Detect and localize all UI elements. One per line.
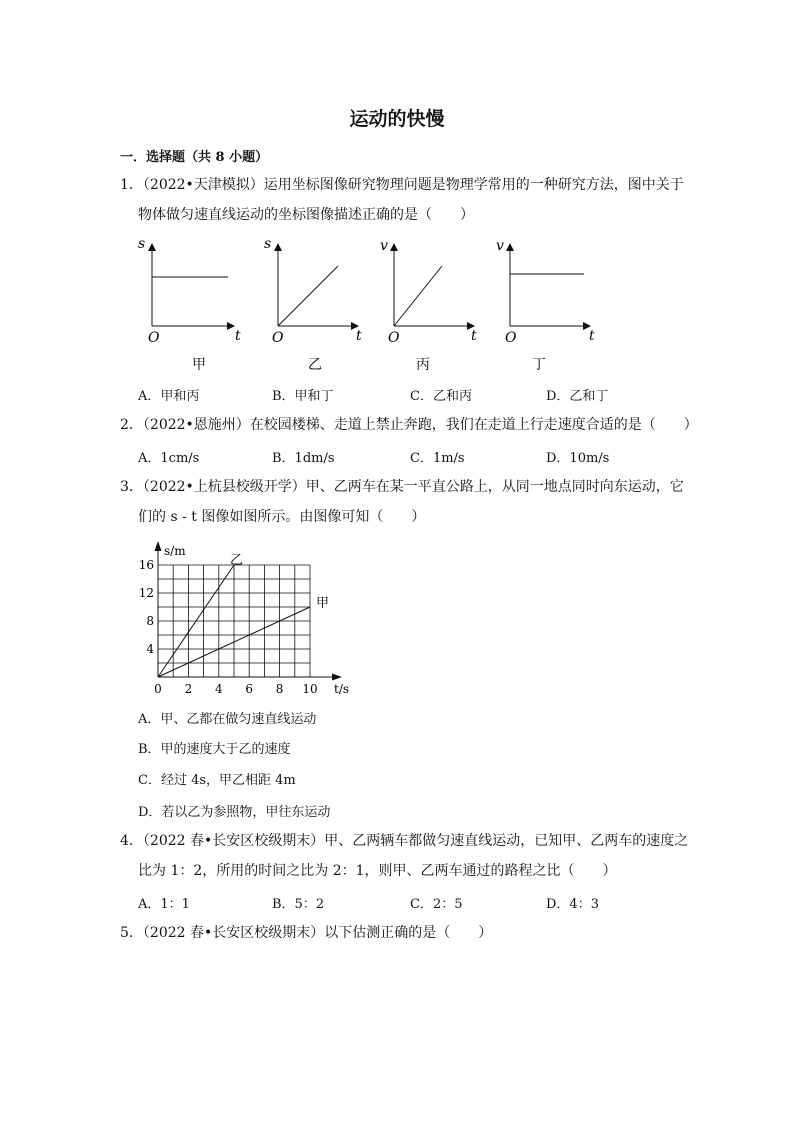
chart-xlabel: t/s xyxy=(334,682,350,696)
graph-yi-origin: O xyxy=(272,330,284,346)
q2-option-b: B．1dm/s xyxy=(272,451,335,466)
chart-axes xyxy=(155,541,343,681)
caption-yi: 乙 xyxy=(308,357,322,373)
q4-option-b: B．5：2 xyxy=(272,897,325,912)
q2-option-c: C．1m/s xyxy=(410,451,465,466)
q3-option-d: D．若以乙为参照物，甲往东运动 xyxy=(138,805,331,820)
y-tick-label: 12 xyxy=(138,586,154,600)
graph-jia xyxy=(138,236,241,346)
caption-ding: 丁 xyxy=(532,357,546,373)
graph-ding-origin: O xyxy=(505,330,517,346)
q3-line2: 们的 s - t 图像如图所示。由图像可知（ ） xyxy=(138,509,426,525)
q4-option-c: C．2：5 xyxy=(410,897,463,912)
x-tick-label: 2 xyxy=(184,682,193,696)
x-tick-label: 8 xyxy=(275,682,284,696)
graph-ding-ylabel: v xyxy=(496,238,504,254)
x-tick-label: 10 xyxy=(302,682,318,696)
graph-yi xyxy=(264,236,362,346)
x-axis-arrow xyxy=(332,674,342,681)
y-tick-label: 4 xyxy=(146,642,154,656)
q2-line1: 2．（2022•恩施州）在校园楼梯、走道上禁止奔跑，我们在走道上行走速度合适的是（ ） xyxy=(120,417,698,433)
q1-option-a: A．甲和丙 xyxy=(138,389,200,404)
q2-option-a: A．1cm/s xyxy=(138,451,200,466)
q5-line1: 5．（2022 春•长安区校级期末）以下估测正确的是（ ） xyxy=(120,925,493,941)
graph-bing-xlabel: t xyxy=(471,328,477,344)
q1-line1: 1．（2022•天津模拟）运用坐标图像研究物理问题是物理学常用的一种研究方法，图中关于 xyxy=(120,177,684,193)
graph-bing xyxy=(380,238,477,346)
q4-line2: 比为 1：2，所用的时间之比为 2：1，则甲、乙两车通过的路程之比（ ） xyxy=(138,863,617,879)
q4-option-d: D．4：3 xyxy=(546,897,599,912)
q1-option-d: D．乙和丁 xyxy=(546,389,609,404)
series-label: 乙 xyxy=(230,553,244,568)
series-label: 甲 xyxy=(316,596,330,611)
q3-option-c: C．经过 4s，甲乙相距 4m xyxy=(138,773,296,788)
graph-ding xyxy=(496,238,595,346)
chart-series xyxy=(158,553,329,677)
chart-grid xyxy=(158,565,310,677)
y-axis-arrow xyxy=(155,541,162,551)
graph-jia-origin: O xyxy=(148,330,160,346)
section-heading: 一．选择题（共 8 小题） xyxy=(120,150,269,165)
q4-line1: 4．（2022 春•长安区校级期末）甲、乙两辆车都做匀速直线运动，已知甲、乙两车的速度之 xyxy=(120,833,689,849)
graph-yi-xlabel: t xyxy=(356,328,362,344)
q3-option-a: A．甲、乙都在做匀速直线运动 xyxy=(138,712,317,727)
q1-line2: 物体做匀速直线运动的坐标图像描述正确的是（ ） xyxy=(138,207,474,223)
q3-option-b: B．甲的速度大于乙的速度 xyxy=(138,742,291,757)
graph-jia-ylabel: s xyxy=(138,236,146,252)
page-title: 运动的快慢 xyxy=(349,108,445,130)
q1-option-c: C．乙和丙 xyxy=(410,389,472,404)
graph-yi-ylabel: s xyxy=(264,236,272,252)
graph-bing-origin: O xyxy=(388,330,400,346)
x-tick-label: 6 xyxy=(245,682,254,696)
graph-jia-xlabel: t xyxy=(235,328,241,344)
caption-jia: 甲 xyxy=(192,357,206,373)
q1-graphs xyxy=(130,232,610,382)
x-tick-label: 4 xyxy=(214,682,223,696)
q3-line1: 3．（2022•上杭县校级开学）甲、乙两车在某一平直公路上，从同一地点同时向东运动，它 xyxy=(120,479,684,495)
y-tick-label: 8 xyxy=(146,614,154,628)
q4-option-a: A．1：1 xyxy=(138,897,190,912)
chart-ylabel: s/m xyxy=(164,544,186,558)
graph-bing-ylabel: v xyxy=(380,238,388,254)
graph-ding-xlabel: t xyxy=(589,328,595,344)
caption-bing: 丙 xyxy=(416,357,430,373)
q1-option-b: B．甲和丁 xyxy=(272,389,334,404)
y-tick-label: 16 xyxy=(138,558,154,572)
q2-option-d: D．10m/s xyxy=(546,451,610,466)
q3-st-chart xyxy=(130,535,370,705)
x-tick-label: 0 xyxy=(154,682,162,696)
